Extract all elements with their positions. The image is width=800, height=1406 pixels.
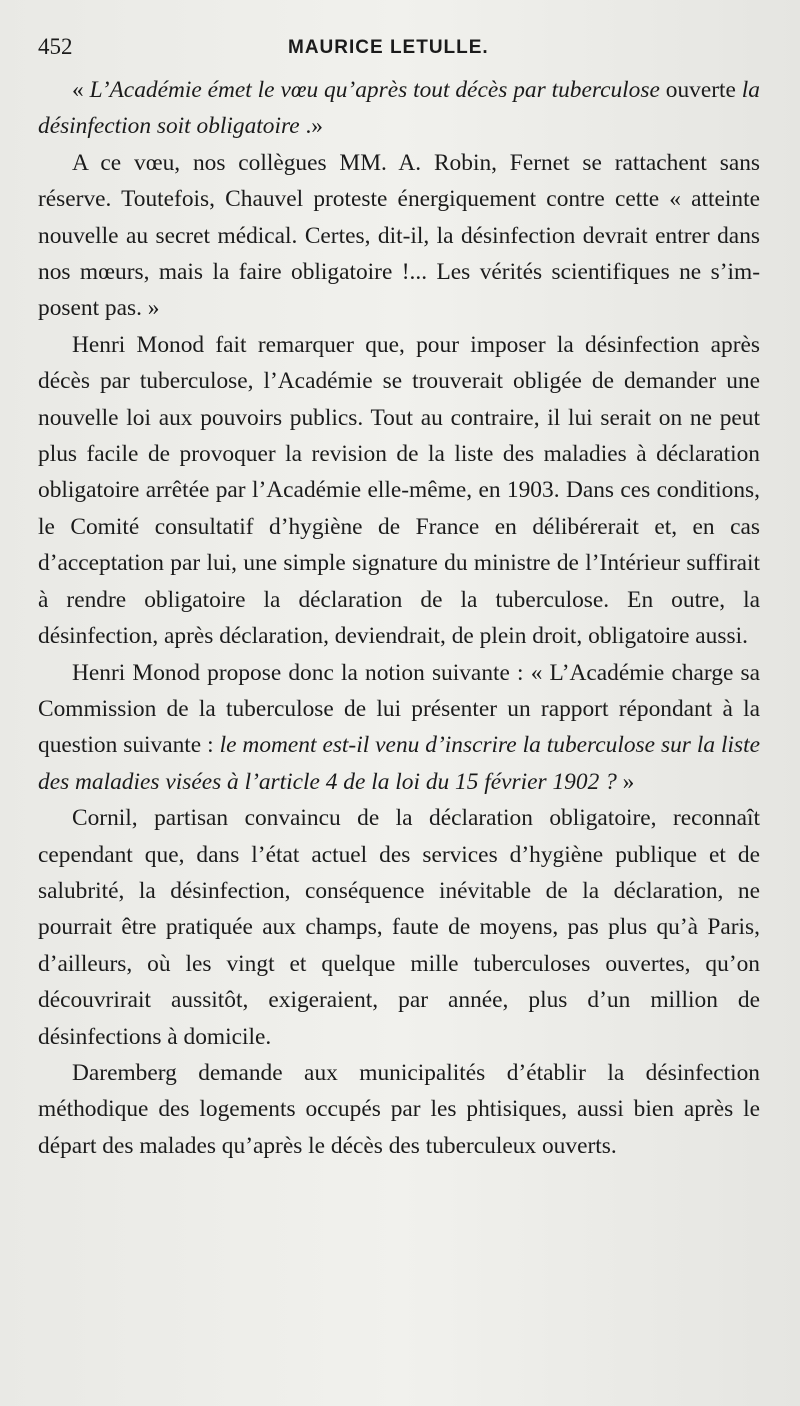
wish-roman-text: ouverte (659, 77, 742, 103)
running-head: MAURICE LETULLE. (288, 37, 489, 58)
proposal-italic-question: le moment est-il venu d’inscrire la tuberculose sur la liste des maladies visées à l’article 4 de la loi du 15 février 1902 ? (38, 732, 760, 795)
paragraph-monod-remark: Henri Monod fait remarquer que, pour imposer la désinfection après décès par tuberculose, l’Académie se trouverait obligée de demander une nouvelle loi aux pouvoirs publics. Tout au contraire, il lui serait on ne peut plus facile de provoquer la revision de la liste des maladies à déclaration obligatoire arrêtée par l’Académie elle-même, en 1903. Dans ces conditions, le Comité consultatif d’hygiène de France en délibérerait et, en cas d’acceptation par lui, une simple signature du ministre de l’Intérieur suffirait à rendre obligatoire la déclaration de la tuberculose. En outre, la désinfection, après déclaration, deviendrait, de plein droit, obligatoire aussi. (38, 331, 760, 650)
body-text (38, 72, 760, 1164)
wish-italic-text-2: la désinfection soit obligatoire (38, 77, 760, 140)
paragraph-robin-fernet-chauvel: A ce vœu, nos collègues MM. A. Robin, Fernet se rattachent sans réserve. Toutefois, Chauvel proteste énergiquement contre cette « atteinte nouvelle au secret médical. Certes, dit-il, la désinfection devrait entrer dans nos mœurs, mais la faire obligatoire !... Les vérités scientifiques ne s’imposent pas. » (38, 149, 760, 322)
paragraph-monod-proposal (38, 655, 760, 801)
proposal-roman-text: Henri Monod propose donc la notion suivante : « L’Académie charge sa Commission de la tuberculose de lui présenter un rapport répondant à la question suivante : (38, 659, 760, 759)
quote-close: .» (299, 113, 323, 140)
paragraph-academie-wish (38, 72, 760, 145)
paragraph-daremberg: Daremberg demande aux municipalités d’établir la désinfection méthodique des logements occupés par les phtisiques, aussi bien après le départ des malades qu’après le décès des tuberculeux ouverts. (38, 1059, 760, 1159)
quote-open: « (72, 77, 90, 103)
page-number: 452 (38, 34, 73, 59)
page-header (38, 34, 758, 64)
wish-italic-text: L’Académie émet le vœu qu’après tout décès par tuberculose (89, 77, 660, 103)
paragraph-cornil: Cornil, partisan convaincu de la déclaration obligatoire, reconnaît cependant que, dans l’état actuel des services d’hygiène publique et de salubrité, la désinfection, conséquence inévitable de la déclaration, ne pourrait être pratiquée aux champs, faute de moyens, pas plus qu’à Paris, d’ailleurs, où les vingt et quelque mille tuberculoses ouvertes, qu’on découvrirait aussitôt, exigeraient, par année, plus d’un million de désinfections à domicile. (38, 805, 760, 1050)
proposal-quote-close: » (616, 768, 635, 795)
